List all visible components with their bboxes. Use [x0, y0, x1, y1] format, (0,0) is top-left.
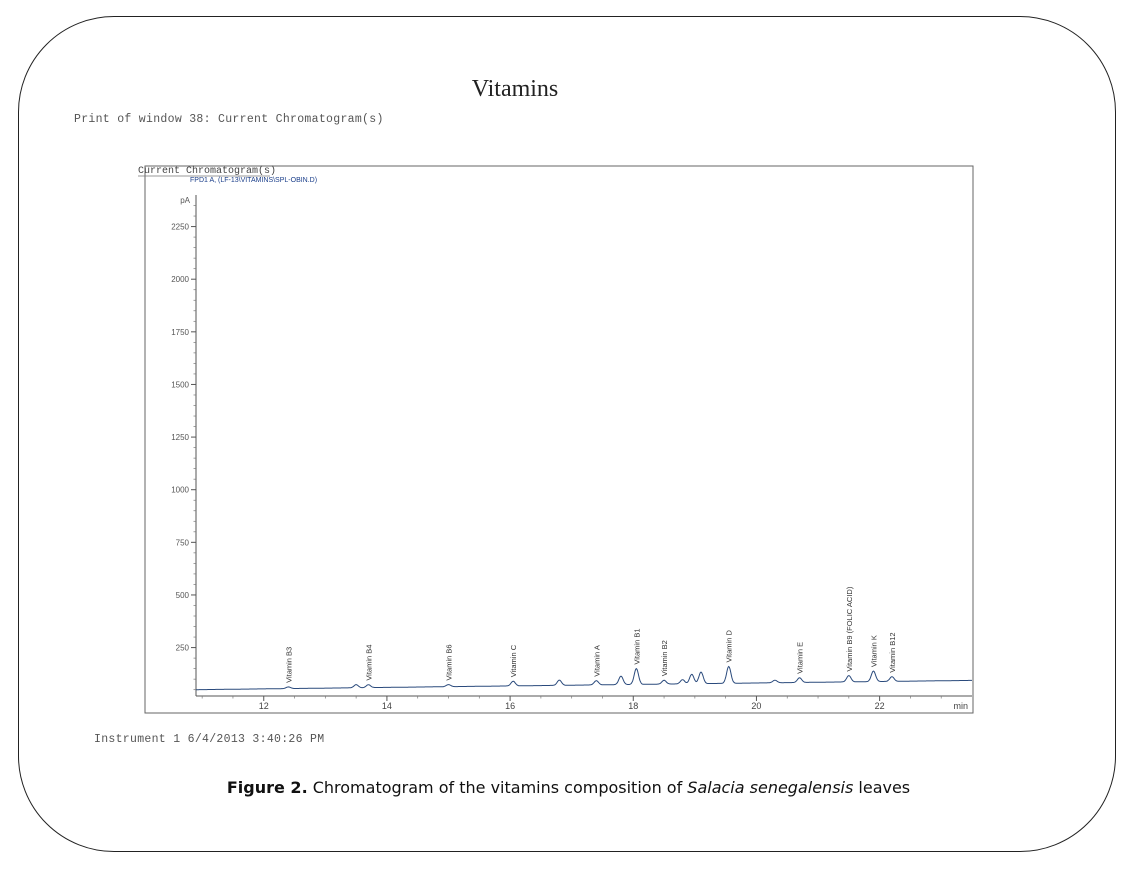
caption-label: Figure 2. — [226, 778, 308, 797]
panel-title: Current Chromatogram(s) — [138, 166, 277, 177]
y-tick-label: 2000 — [171, 275, 189, 285]
instrument-line: Instrument 1 6/4/2013 3:40:26 PM — [94, 733, 325, 746]
peak-label: Vitamin B9 (FOLIC ACID) — [844, 586, 854, 672]
peak-label: Vitamin D — [724, 630, 734, 663]
y-tick-label: 1000 — [171, 485, 189, 495]
chromatogram-trace — [196, 667, 972, 690]
caption-text-1: Chromatogram of the vitamins composition of — [307, 778, 688, 797]
print-header: Print of window 38: Current Chromatogram(s) — [74, 113, 384, 126]
label-layer — [284, 586, 897, 683]
y-unit-label: pA — [180, 196, 190, 205]
peak-label: Vitamin B3 — [284, 646, 294, 683]
peak-label: Vitamin B1 — [632, 628, 642, 665]
x-tick-label: 18 — [628, 701, 639, 711]
x-tick-label: 14 — [381, 701, 392, 711]
y-tick-label: 1500 — [171, 380, 189, 390]
peak-label: Vitamin E — [795, 641, 805, 674]
figure-caption — [0, 778, 1137, 797]
x-unit-label: min — [953, 701, 968, 711]
y-tick-label: 1750 — [171, 327, 189, 337]
trace-label: FPD1 A, (LF-13\VITAMINS\SPL-OBIN.D) — [190, 177, 318, 184]
peak-label: Vitamin A — [592, 645, 602, 677]
y-tick-label: 500 — [175, 590, 189, 600]
peak-label: Vitamin B12 — [887, 632, 897, 673]
caption-species: Salacia senegalensis — [687, 778, 854, 797]
x-tick-label: 16 — [505, 701, 516, 711]
x-tick-label: 22 — [874, 701, 885, 711]
y-tick-label: 250 — [175, 643, 189, 653]
x-tick-label: 20 — [751, 701, 762, 711]
peak-label: Vitamin B4 — [364, 644, 374, 681]
peak-label: Vitamin B2 — [660, 640, 670, 677]
trace-layer — [196, 667, 972, 690]
peak-label: Vitamin K — [869, 635, 879, 668]
y-tick-label: 2250 — [171, 222, 189, 232]
peak-label: Vitamin C — [509, 644, 519, 678]
page-title: Vitamins — [471, 76, 559, 102]
y-tick-label: 750 — [175, 538, 189, 548]
caption-text-2: leaves — [853, 778, 911, 797]
peak-label: Vitamin B6 — [444, 644, 454, 681]
x-tick-label: 12 — [258, 701, 269, 711]
y-tick-label: 1250 — [171, 433, 189, 443]
